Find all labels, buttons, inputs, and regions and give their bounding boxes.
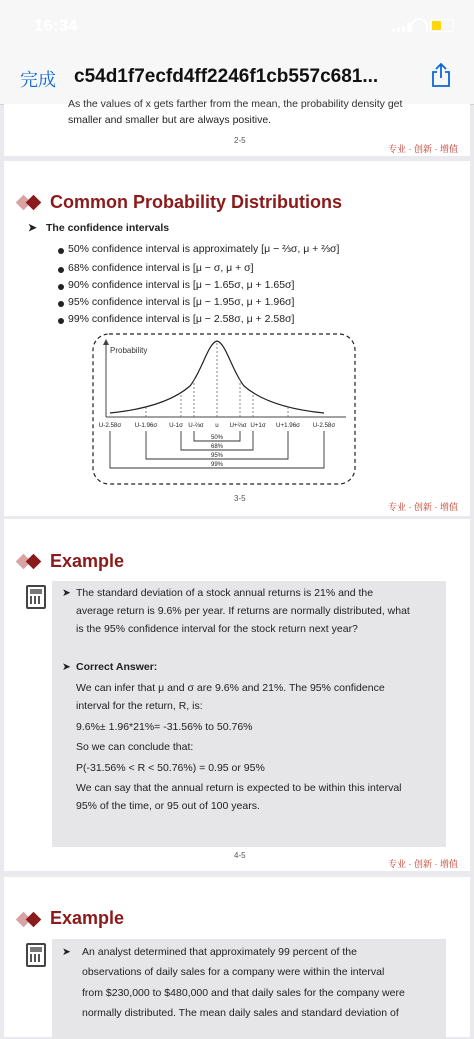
- bullet-icon: [58, 318, 64, 324]
- answer-line: interval for the return, R, is:: [76, 700, 203, 712]
- bullet-text: 95% confidence interval is [μ − 1.95σ, μ + 1.96σ]: [68, 296, 295, 308]
- tick-label: U+1σ: [250, 422, 266, 429]
- cellular-signal-icon: [392, 22, 410, 32]
- example-content-box: [52, 581, 446, 847]
- slide-3: [4, 161, 470, 516]
- page-number: 2-5: [234, 136, 246, 145]
- title-diamond-icon: [26, 912, 42, 928]
- answer-line: P(-31.56% < R < 50.76%) = 0.95 or 95%: [76, 762, 265, 774]
- bullet-icon: [58, 301, 64, 307]
- slide-5: [4, 877, 470, 1037]
- tick-label: U-1.96σ: [134, 422, 158, 429]
- subtitle-arrow-icon: ➤: [28, 222, 37, 234]
- example-content-box: [52, 939, 446, 1039]
- question-line: The standard deviation of a stock annual returns is 21% and the: [76, 587, 374, 599]
- calculator-icon: [26, 585, 46, 609]
- answer-line: 9.6%± 1.96*21%= -31.56% to 50.76%: [76, 721, 253, 733]
- arrow-icon: ➤: [62, 946, 71, 958]
- slide-text: smaller and smaller but are always positive.: [68, 114, 272, 126]
- wifi-icon: [410, 18, 428, 32]
- interval-label: 50%: [210, 435, 224, 441]
- brand-tagline: 专业 · 创新 · 增值: [388, 502, 458, 512]
- bullet-text: 50% confidence interval is approximately [μ − ⅔σ, μ + ⅔σ]: [68, 243, 340, 255]
- slide-4: [4, 519, 470, 871]
- brand-tagline: 专业 · 创新 · 增值: [388, 859, 458, 869]
- bullet-icon: [58, 284, 64, 290]
- bullet-icon: [58, 267, 64, 273]
- answer-line: So we can conclude that:: [76, 741, 194, 753]
- battery-icon: [430, 19, 454, 32]
- status-time: 16:34: [34, 16, 78, 35]
- tick-label: U-2.58σ: [98, 422, 122, 429]
- normal-distribution-diagram: [90, 331, 358, 487]
- answer-label: Correct Answer:: [76, 661, 158, 673]
- tick-label: U+1.96σ: [276, 422, 300, 429]
- calculator-icon: [26, 943, 46, 967]
- status-bar: [0, 0, 474, 50]
- arrow-icon: ➤: [62, 661, 71, 673]
- slide-2: [4, 98, 470, 156]
- bullet-text: 68% confidence interval is [μ − σ, μ + σ]: [68, 262, 254, 274]
- y-axis-label: Probability: [110, 346, 148, 355]
- navigation-bar: [0, 50, 474, 105]
- arrow-icon: ➤: [62, 587, 71, 599]
- question-line: An analyst determined that approximately 99 percent of the: [82, 946, 357, 958]
- share-icon[interactable]: [430, 62, 452, 88]
- tick-label: u: [215, 422, 219, 429]
- slide-title: Common Probability Distributions: [50, 192, 343, 212]
- tick-label: U-1σ: [169, 422, 183, 429]
- question-line: normally distributed. The mean daily sales and standard deviation of: [82, 1007, 399, 1019]
- document-title: c54d1f7ecfd4ff2246f1cb557c681...: [74, 66, 379, 87]
- bullet-icon: [58, 248, 64, 254]
- page-number: 3-5: [234, 494, 246, 503]
- question-line: from $230,000 to $480,000 and that daily sales for the company were: [82, 987, 405, 999]
- slide-title: Example: [50, 551, 125, 571]
- answer-line: 95% of the time, or 95 out of 100 years.: [76, 800, 260, 812]
- done-button[interactable]: 完成: [20, 70, 56, 90]
- question-line: observations of daily sales for a company were within the interval: [82, 966, 385, 978]
- interval-label: 99%: [210, 462, 224, 468]
- title-diamond-icon: [26, 554, 42, 570]
- tick-label: U-⅔σ: [188, 422, 204, 429]
- tick-label: U-2.58σ: [312, 422, 336, 429]
- page-number: 4-5: [234, 851, 246, 860]
- question-line: is the 95% confidence interval for the stock return next year?: [76, 623, 358, 635]
- tick-label: U+⅔σ: [229, 422, 247, 429]
- slide-text: As the values of x gets farther from the mean, the probability density get: [68, 98, 403, 110]
- bullet-text: 99% confidence interval is [μ − 2.58σ, μ + 2.58σ]: [68, 313, 295, 325]
- slide-subtitle: The confidence intervals: [46, 222, 170, 234]
- title-diamond-icon: [26, 195, 42, 211]
- interval-label: 68%: [210, 444, 224, 450]
- answer-line: We can say that the annual return is expected to be within this interval: [76, 782, 402, 794]
- bullet-text: 90% confidence interval is [μ − 1.65σ, μ + 1.65σ]: [68, 279, 295, 291]
- slide-title: Example: [50, 908, 125, 928]
- answer-line: We can infer that μ and σ are 9.6% and 21%. The 95% confidence: [76, 682, 385, 694]
- interval-label: 95%: [210, 453, 224, 459]
- brand-tagline: 专业 · 创新 · 增值: [388, 144, 458, 154]
- question-line: average return is 9.6% per year. If returns are normally distributed, what: [76, 605, 410, 617]
